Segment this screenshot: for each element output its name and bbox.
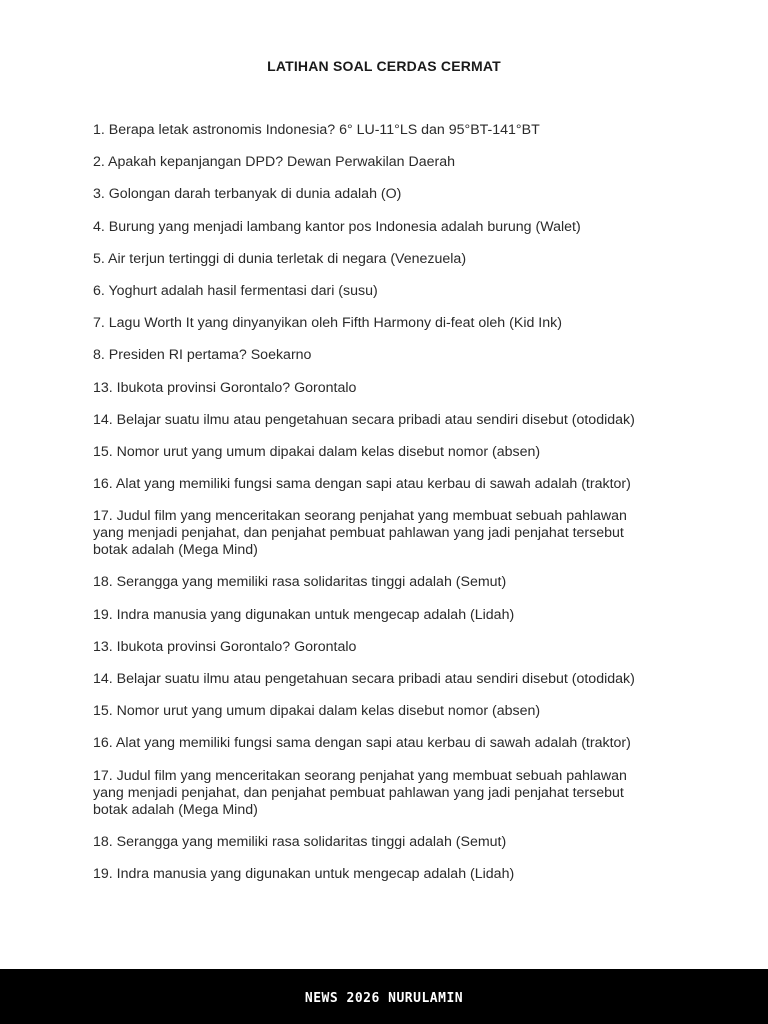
question-item: 17. Judul film yang menceritakan seorang penjahat yang membuat sebuah pahlawan yang menjadi penjahat, dan penjahat pembuat pahlawan yang jadi penjahat tersebut botak adalah (Mega Mind) [93,767,627,818]
question-item: 15. Nomor urut yang umum dipakai dalam kelas disebut nomor (absen) [93,443,541,460]
question-item: 13. Ibukota provinsi Gorontalo? Gorontalo [93,379,357,396]
question-item: 14. Belajar suatu ilmu atau pengetahuan secara pribadi atau sendiri disebut (otodidak) [93,411,635,428]
question-item: 4. Burung yang menjadi lambang kantor pos Indonesia adalah burung (Walet) [93,218,581,235]
question-item: 14. Belajar suatu ilmu atau pengetahuan secara pribadi atau sendiri disebut (otodidak) [93,671,635,687]
question-item: 8. Presiden RI pertama? Soekarno [93,347,312,364]
footer-text: NEWS 2026 NURULAMIN [304,990,464,1006]
question-item: 13. Ibukota provinsi Gorontalo? Gorontalo [93,638,357,655]
question-item: 16. Alat yang memiliki fungsi sama dengan sapi atau kerbau di sawah adalah (traktor) [93,735,631,752]
question-item: 1. Berapa letak astronomis Indonesia? 6° LU-11°LS dan 95°BT-141°BT [93,122,540,138]
question-item: 5. Air terjun tertinggi di dunia terletak di negara (Venezuela) [93,250,467,267]
question-item: 6. Yoghurt adalah hasil fermentasi dari (susu) [93,282,378,299]
question-list [93,122,638,898]
question-item: 19. Indra manusia yang digunakan untuk mengecap adalah (Lidah) [93,865,515,882]
question-item: 17. Judul film yang menceritakan seorang penjahat yang membuat sebuah pahlawan yang menjadi penjahat, dan penjahat pembuat pahlawan yang jadi penjahat tersebut botak adalah (Mega Mind) [93,508,627,559]
question-item: 7. Lagu Worth It yang dinyanyikan oleh Fifth Harmony di-feat oleh (Kid Ink) [93,315,562,332]
question-item: 19. Indra manusia yang digunakan untuk mengecap adalah (Lidah) [93,606,515,623]
question-item: 16. Alat yang memiliki fungsi sama dengan sapi atau kerbau di sawah adalah (traktor) [93,476,631,493]
question-item: 18. Serangga yang memiliki rasa solidaritas tinggi adalah (Semut) [93,574,507,591]
question-item: 3. Golongan darah terbanyak di dunia adalah (O) [93,186,402,203]
question-item: 15. Nomor urut yang umum dipakai dalam kelas disebut nomor (absen) [93,703,541,720]
question-item: 2. Apakah kepanjangan DPD? Dewan Perwakilan Daerah [93,154,456,171]
question-item: 18. Serangga yang memiliki rasa solidaritas tinggi adalah (Semut) [93,833,507,850]
document-title: LATIHAN SOAL CERDAS CERMAT [267,58,501,74]
footer-banner [0,969,768,1024]
